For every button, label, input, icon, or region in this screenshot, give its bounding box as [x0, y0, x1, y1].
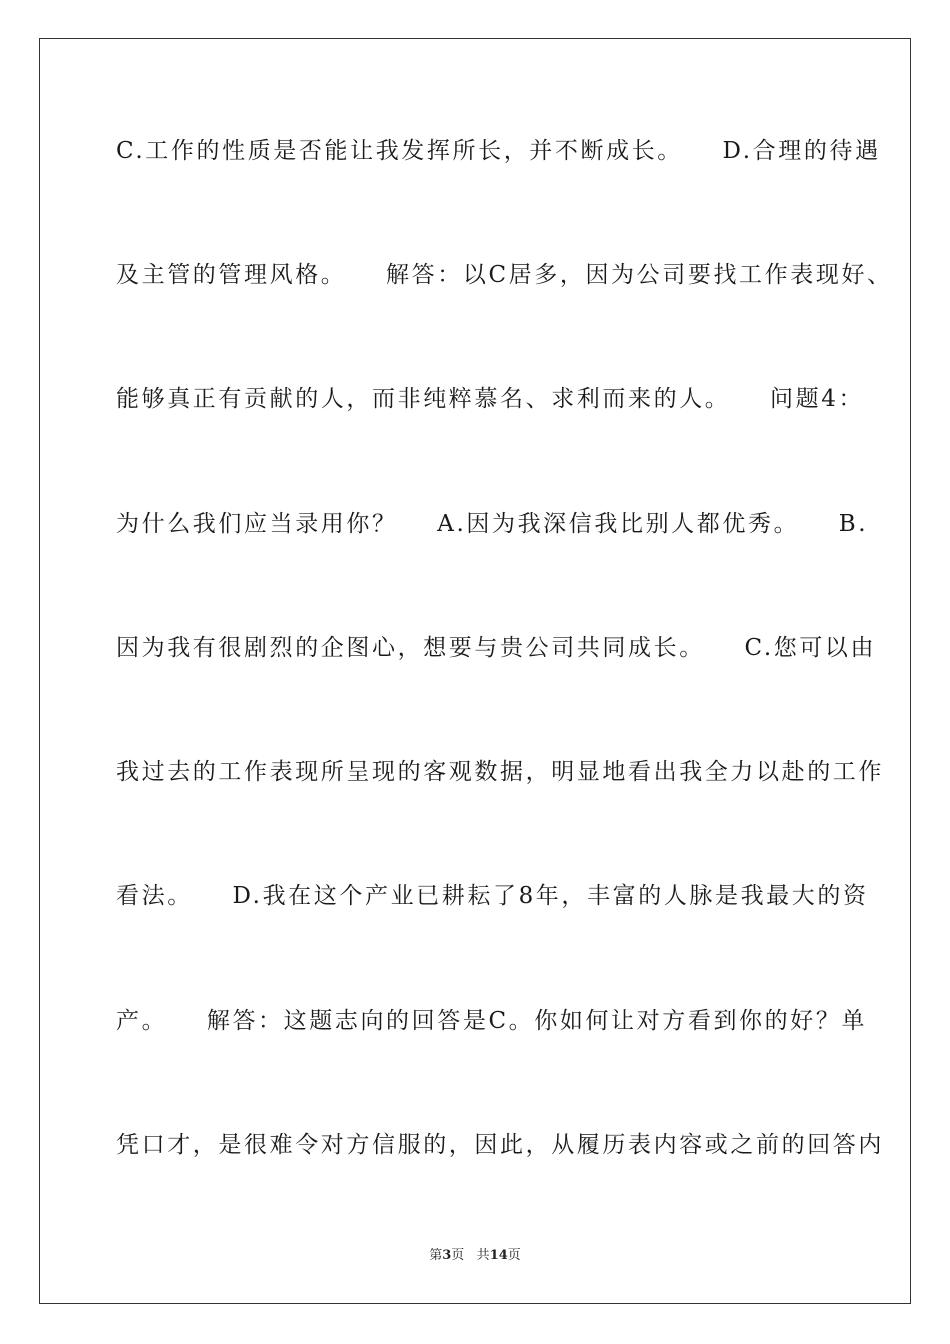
- text-line: 为什么我们应当录用你？ A.因为我深信我比别人都优秀。 B.: [116, 511, 869, 537]
- page-border: [39, 38, 911, 1304]
- page-prefix: 第: [429, 1248, 443, 1263]
- text-line: 因为我有很剧烈的企图心，想要与贵公司共同成长。 C.您可以由: [116, 635, 877, 661]
- total-pages: 14: [489, 1248, 508, 1263]
- text-line: 我过去的工作表现所呈现的客观数据，明显地看出我全力以赴的工作: [116, 759, 884, 785]
- page-number: 3: [442, 1248, 452, 1263]
- page-footer: [0, 1244, 950, 1263]
- text-line: 产。 解答：这题志向的回答是C。你如何让对方看到你的好？单: [116, 1008, 868, 1034]
- total-prefix: 共: [476, 1248, 490, 1263]
- text-line: 能够真正有贡献的人，而非纯粹慕名、求利而来的人。 问题4：: [116, 386, 865, 412]
- text-line: 看法。 D.我在这个产业已耕耘了8年，丰富的人脉是我最大的资: [116, 883, 869, 909]
- text-line: 及主管的管理风格。 解答：以C居多，因为公司要找工作表现好、: [116, 262, 893, 288]
- page-suffix: 页: [451, 1248, 465, 1263]
- total-suffix: 页: [507, 1248, 521, 1263]
- text-line: 凭口才，是很难令对方信服的，因此，从履历表内容或之前的回答内: [116, 1132, 884, 1158]
- text-line: C.工作的性质是否能让我发挥所长，并不断成长。 D.合理的待遇: [116, 138, 881, 164]
